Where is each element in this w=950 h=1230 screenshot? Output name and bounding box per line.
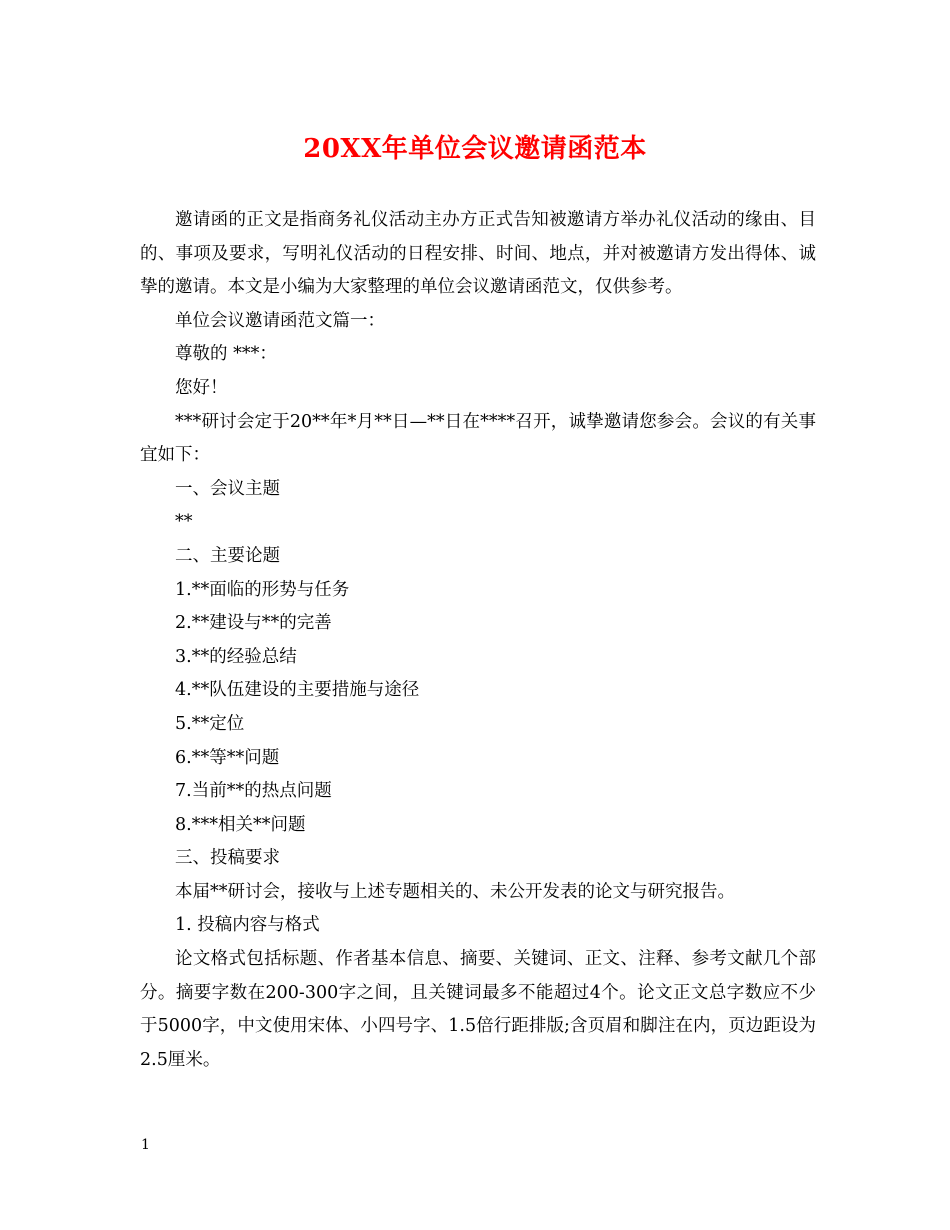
paragraph: ***研讨会定于20**年*月**日—**日在****召开，诚挚邀请您参会。会议的有关事宜如下： xyxy=(140,411,816,466)
paragraph: 三、投稿要求 xyxy=(175,848,280,869)
paragraph: 6.**等**问题 xyxy=(175,747,280,768)
paragraph: 7.当前**的热点问题 xyxy=(175,781,332,802)
paragraph: 2.**建设与**的完善 xyxy=(175,613,332,634)
paragraph: 尊敬的 ***： xyxy=(175,344,277,365)
document-title: 20XX年单位会议邀请函范本 xyxy=(303,134,647,164)
paragraph: 邀请函的正文是指商务礼仪活动主办方正式告知被邀请方举办礼仪活动的缘由、目的、事项及要求，写明礼仪活动的日程安排、时间、地点，并对被邀请方发出得体、诚挚的邀请。本文是小编为大家整理的单位会议邀请函范文，仅供参考。 xyxy=(140,210,816,298)
paragraph: 1. 投稿内容与格式 xyxy=(175,915,320,936)
paragraph: 一、会议主题 xyxy=(175,478,280,499)
paragraph: 3.**的经验总结 xyxy=(175,646,297,667)
paragraph: 论文格式包括标题、作者基本信息、摘要、关键词、正文、注释、参考文献几个部分。摘要字数在200-300字之间，且关键词最多不能超过4个。论文正文总字数应不少于5000字，中文使用宋体、小四号字、1.5倍行距排版;含页眉和脚注在内，页边距设为2.5厘米。 xyxy=(140,949,816,1070)
page-number: 1 xyxy=(141,1137,150,1153)
paragraph: 5.**定位 xyxy=(175,713,245,734)
paragraph: 8.***相关**问题 xyxy=(175,814,306,835)
document-body xyxy=(140,204,816,1077)
paragraph: 1.**面临的形势与任务 xyxy=(175,579,350,600)
paragraph: 4.**队伍建设的主要措施与途径 xyxy=(175,680,420,701)
paragraph: 您好！ xyxy=(175,377,228,398)
paragraph: 二、主要论题 xyxy=(175,545,280,566)
paragraph: 本届**研讨会，接收与上述专题相关的、未公开发表的论文与研究报告。 xyxy=(175,881,735,902)
paragraph: 单位会议邀请函范文篇一： xyxy=(175,310,385,331)
paragraph: ** xyxy=(175,512,193,533)
